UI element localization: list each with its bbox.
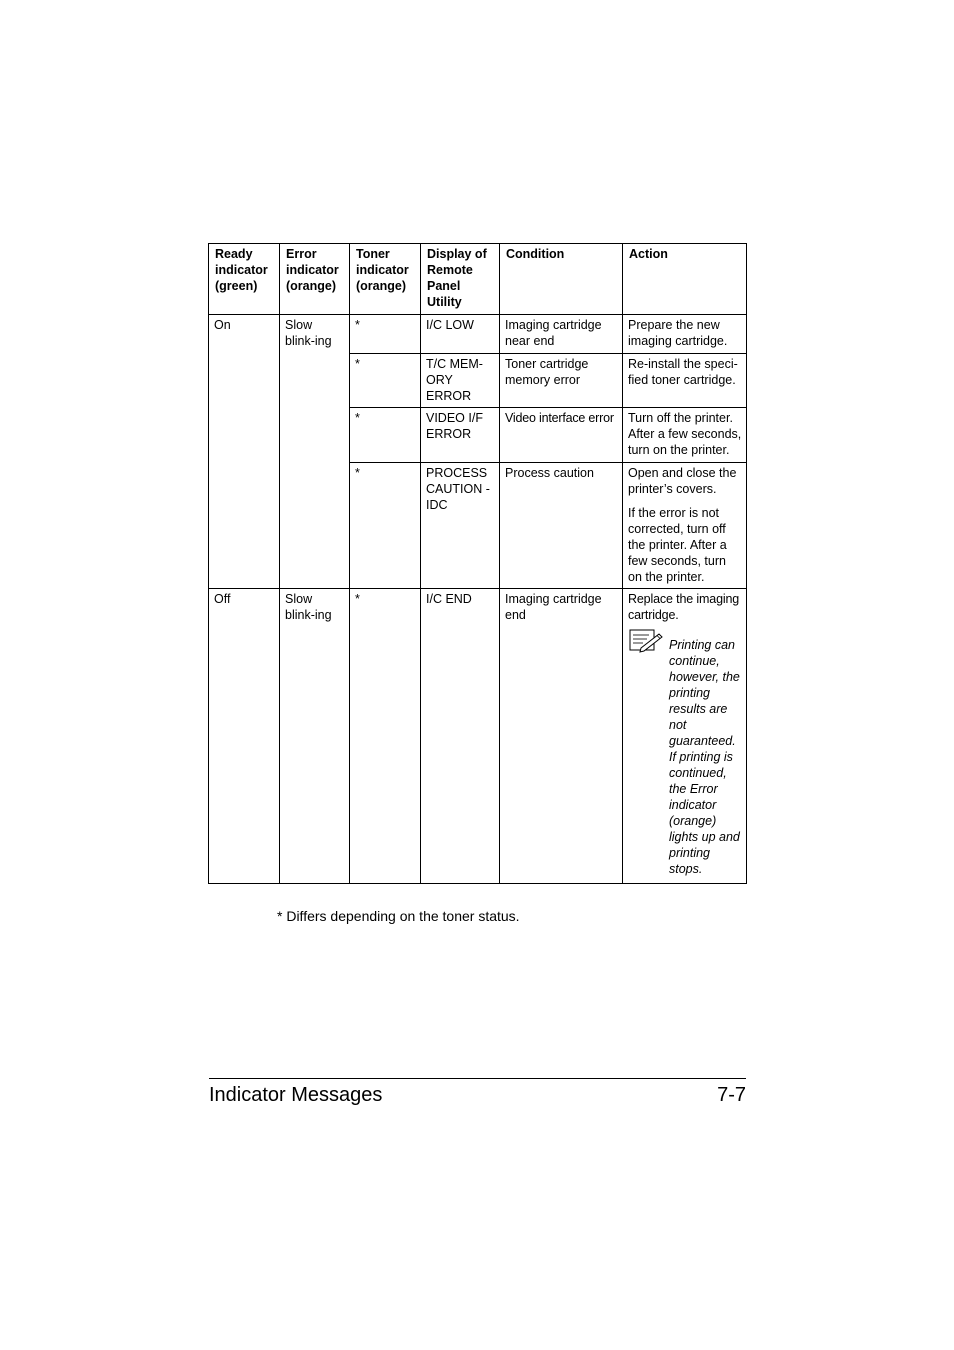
condition-cell: Video interface error (500, 408, 623, 463)
condition-cell: Process caution (500, 463, 623, 589)
footnote: * Differs depending on the toner status. (277, 908, 520, 924)
header-condition: Condition (500, 244, 623, 315)
toner-cell: * (350, 463, 421, 589)
header-ready-indicator: Ready indicator (green) (209, 244, 280, 315)
footer-divider (209, 1078, 746, 1079)
action-cell: Re-install the speci-fied toner cartridge. (623, 354, 747, 408)
ready-cell: On (209, 315, 280, 589)
note-pencil-icon (629, 629, 663, 653)
footer-page-number: 7-7 (717, 1084, 746, 1106)
header-display: Display of Remote Panel Utility (421, 244, 500, 315)
display-cell: I/C LOW (421, 315, 500, 354)
header-toner-indicator: Toner indicator (orange) (350, 244, 421, 315)
ready-cell: Off (209, 589, 280, 884)
toner-cell: * (350, 408, 421, 463)
note-text: Printing can continue, however, the printing results are not guaranteed. If printing is continued, the Error indicator (orange) lights up and printing stops. (669, 638, 740, 876)
condition-cell: Imaging cartridge near end (500, 315, 623, 354)
condition-cell: Imaging cartridge end (500, 589, 623, 884)
table-row (209, 589, 747, 884)
footer-section-title: Indicator Messages (209, 1084, 383, 1106)
indicator-messages-table (208, 243, 747, 884)
error-cell: Slow blink-ing (280, 589, 350, 884)
action-cell (623, 463, 747, 589)
note-block (628, 629, 742, 877)
action-extra-text: If the error is not corrected, turn off the printer. After a few seconds, turn on the printer. (628, 506, 727, 584)
header-error-indicator: Error indicator (orange) (280, 244, 350, 315)
action-cell: Turn off the printer. After a few seconds, turn on the printer. (623, 408, 747, 463)
table-row (209, 315, 747, 354)
action-cell: Prepare the new imaging cartridge. (623, 315, 747, 354)
action-text: Replace the imaging cartridge. (628, 592, 740, 622)
toner-cell: * (350, 315, 421, 354)
display-cell: PROCESS CAUTION -IDC (421, 463, 500, 589)
action-text: Open and close the printer’s covers. (628, 466, 737, 496)
header-action: Action (623, 244, 747, 315)
condition-cell: Toner cartridge memory error (500, 354, 623, 408)
action-cell (623, 589, 747, 884)
table-header-row (209, 244, 747, 315)
display-cell: I/C END (421, 589, 500, 884)
error-cell: Slow blink-ing (280, 315, 350, 589)
display-cell: VIDEO I/F ERROR (421, 408, 500, 463)
toner-cell: * (350, 589, 421, 884)
toner-cell: * (350, 354, 421, 408)
display-cell: T/C MEM-ORY ERROR (421, 354, 500, 408)
